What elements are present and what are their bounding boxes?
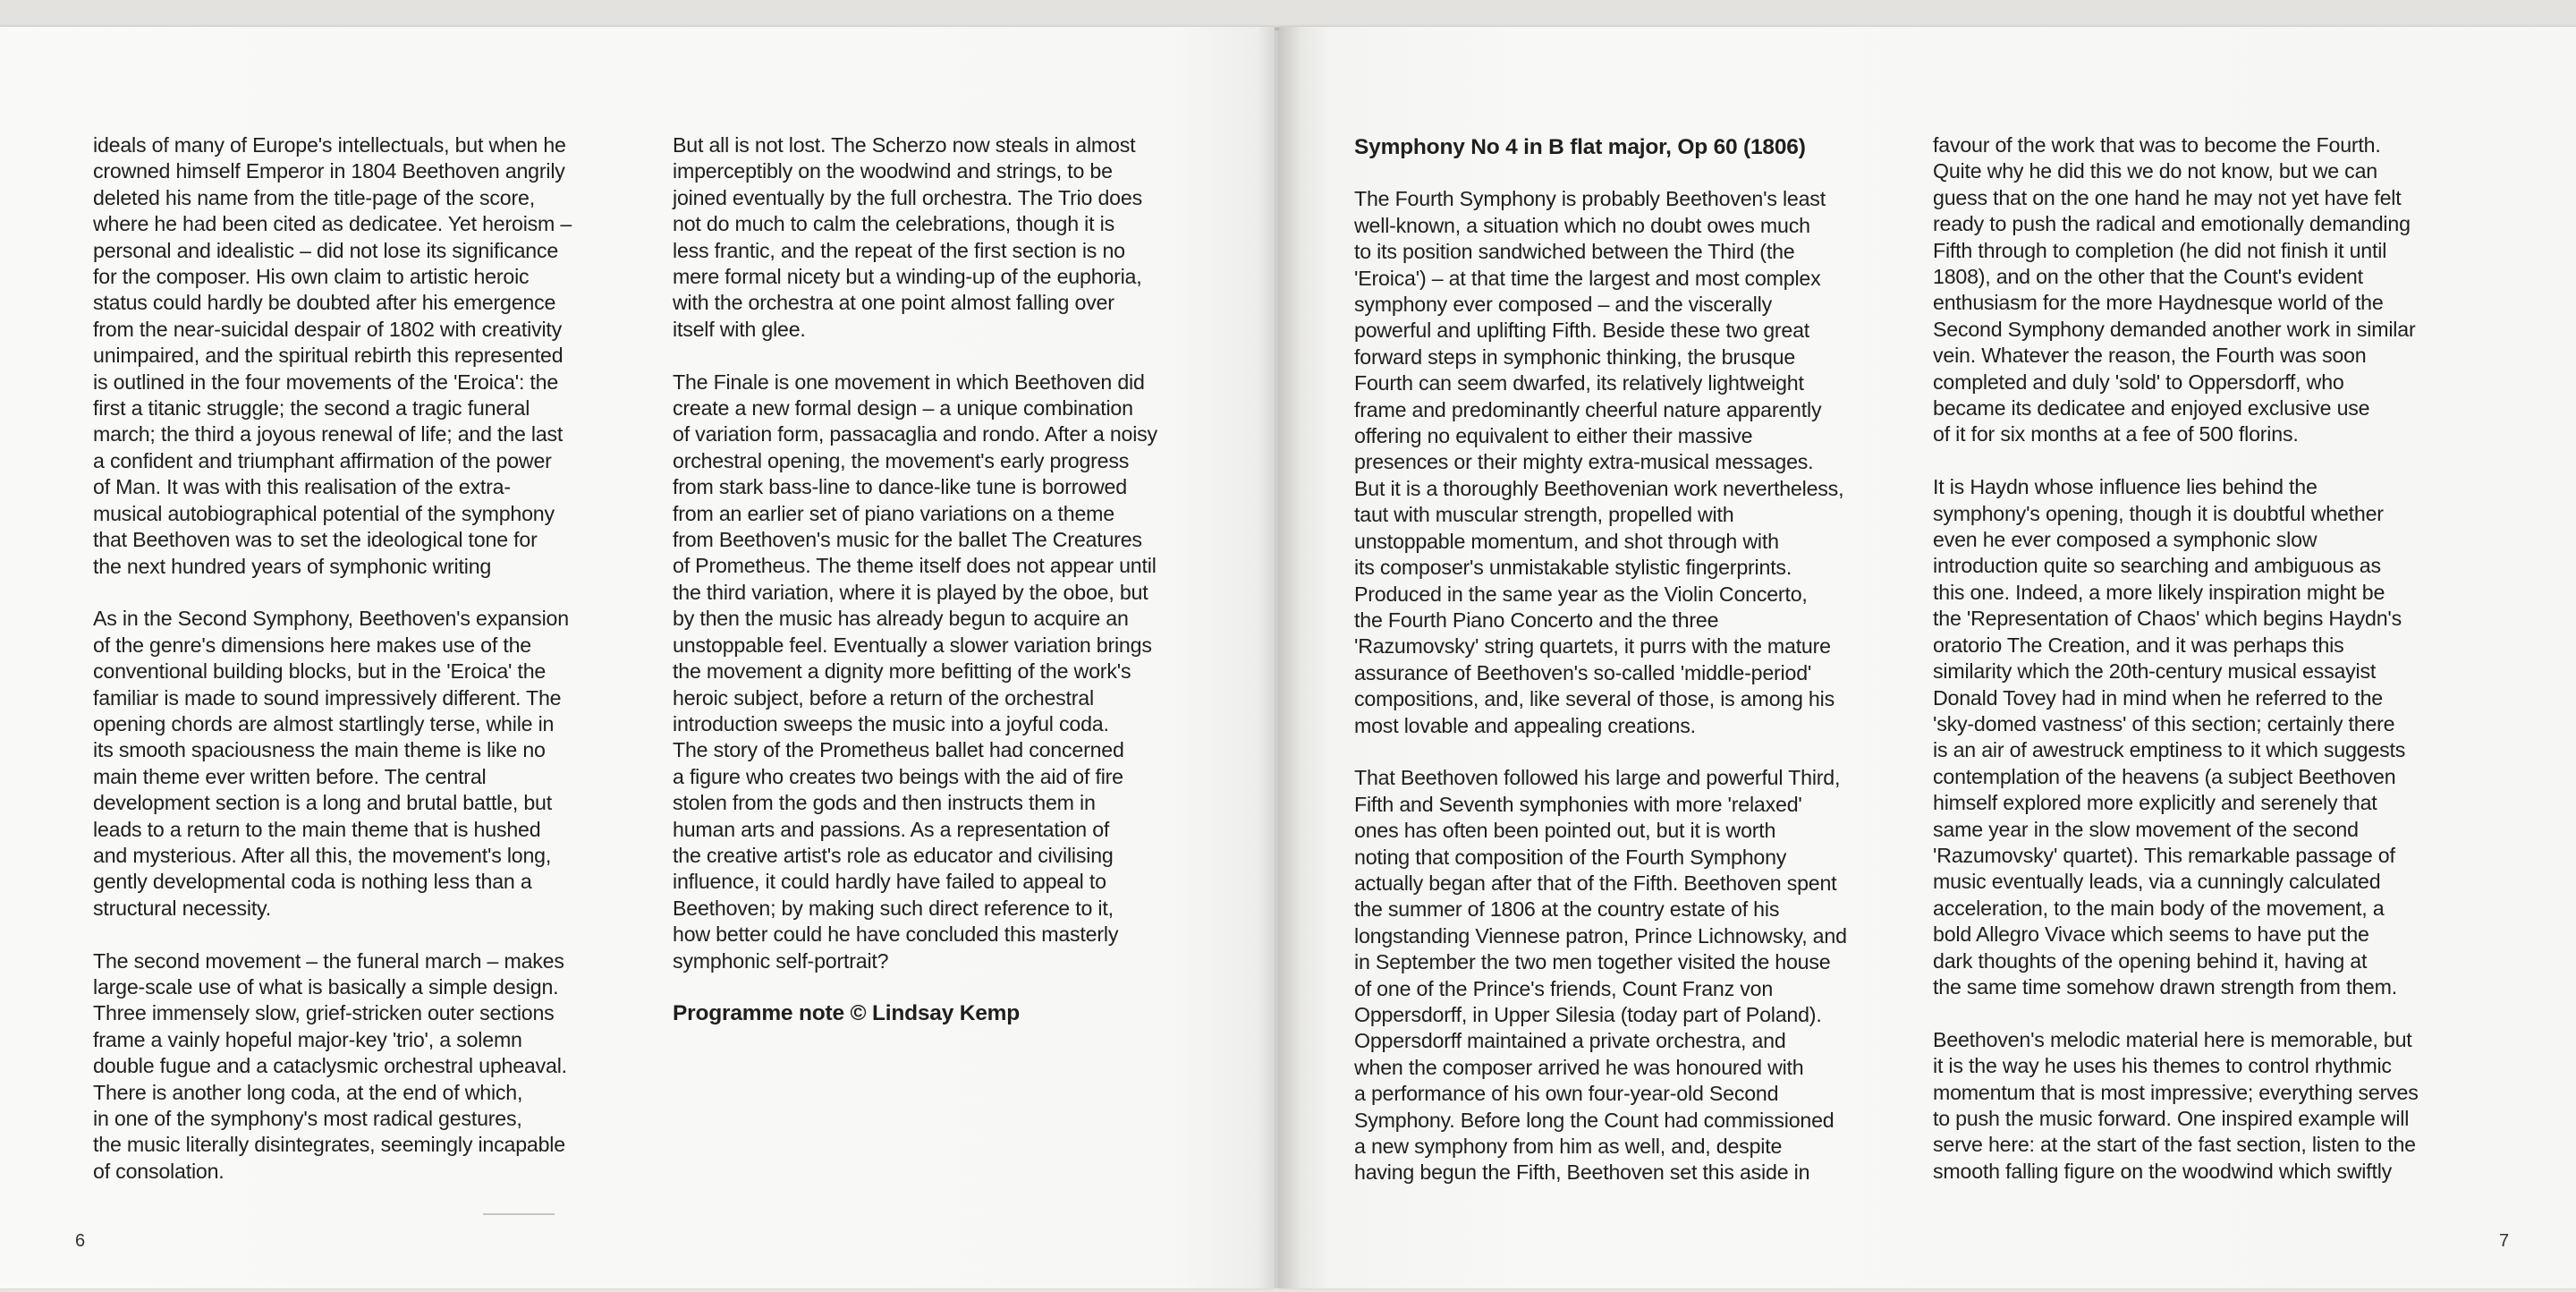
- right-column-1: [1354, 132, 1900, 1212]
- scan-top-edge: [0, 0, 2576, 30]
- page-gutter: [1257, 27, 1301, 1288]
- paragraph: favour of the work that was to become the Fourth. Quite why he did this we do not know, but we can guess that on the one hand he may not yet have felt ready to push the radical and emotionally demanding Fifth through to completion (he did not finish it until 1808), and on the other that the Count's evident enthusiasm for the more Haydnesque world of the Second Symphony demanded another work in similar vein. Whatever the reason, the Fourth was soon completed and duly 'sold' to Oppersdorff, who became its dedicatee and enjoyed exclusive use of it for six months at a fee of 500 florins.: [1933, 133, 2416, 446]
- paragraph: It is Haydn whose influence lies behind the symphony's opening, though it is doubtful whether even he ever composed a symphonic slow introduction quite so searching and ambiguous as this one. Indeed, a more likely inspiration might be the 'Representation of Chaos' which begins Haydn's oratorio The Creation, and it was perhaps this similarity which the 20th-century musical essayist Donald Tovey had in mind when he referred to the 'sky-domed vastness' of this section; certainly there is an air of awestruck emptiness to it which suggests contemplation of the heavens (a subject Beethoven himself explored more explicitly and serenely that same year in the slow movement of the second 'Razumovsky' quartet). This remarkable passage of music eventually leads, via a cunningly calculated acceleration, to the main body of the movement, a bold Allegro Vivace which seems to have put the dark thoughts of the opening behind it, having at the same time somehow drawn strength from them.: [1933, 475, 2406, 999]
- paragraph: The Finale is one movement in which Beethoven did create a new formal design – a unique combination of variation form, passacaglia and rondo. After a noisy orchestral opening, the movement's early progress from stark bass-line to dance-like tune is borrowed from an earlier set of piano variations on a theme from Beethoven's music for the ballet The Creatures of Prometheus. The theme itself does not appear until the third variation, where it is played by the oboe, but by then the music has already begun to acquire an unstoppable feel. Eventually a slower variation brings the movement a dignity more befitting of the work's heroic subject, before a return of the orchestral introduction sweeps the music into a joyful coda. The story of the Prometheus ballet had concerned a figure who creates two beings with the aid of fire stolen from the gods and then instructs them in human arts and passions. As a representation of the creative artist's role as educator and civilising influence, it could hardly have failed to appeal to Beethoven; by making such direct reference to it, how better could he have concluded this masterly symphonic self-portrait?: [673, 370, 1157, 973]
- paragraph: As in the Second Symphony, Beethoven's expansion of the genre's dimensions here makes use of the conventional building blocks, but in the 'Eroica' the familiar is made to sound impressively different. The opening chords are almost startlingly terse, while in its smooth spaciousness the main theme is like no main theme ever written before. The central development section is a long and brutal battle, but leads to a return to the main theme that is hushed and mysterious. After all this, the movement's long, gently developmental coda is nothing less than a structural necessity.: [93, 607, 569, 920]
- paragraph: The Fourth Symphony is probably Beethoven's least well-known, a situation which no doubt owes much to its position sandwiched between the Third (the 'Eroica') – at that time the largest and most complex symphony ever composed – and the viscerally powerful and uplifting Fifth. Beside these two great forward steps in symphonic thinking, the brusque Fourth can seem dwarfed, its relatively lightweight frame and predominantly cheerful nature apparently offering no equivalent to either their massive presences or their mighty extra-musical messages. But it is a thoroughly Beethovenian work nevertheless, taut with muscular strength, propelled with unstoppable momentum, and shot through with its composer's unmistakable stylistic fingerprints. Produced in the same year as the Violin Concerto, the Fourth Piano Concerto and the three 'Razumovsky' string quartets, it purrs with the mature assurance of Beethoven's so-called 'middle-period' compositions, and, like several of those, is among his most lovable and appealing creations.: [1354, 187, 1844, 737]
- paragraph: ideals of many of Europe's intellectuals, but when he crowned himself Emperor in 1804 Beethoven angrily deleted his name from the title-page of the score, where he had been cited as dedicatee. Yet heroism – personal and idealistic – did not lose its significance for the composer. His own claim to artistic heroic status could hardly be doubted after his emergence from the near-suicidal despair of 1802 with creativity unimpaired, and the spiritual rebirth this represented is outlined in the four movements of the 'Eroica': the first a titanic struggle; the second a tragic funeral march; the third a joyous renewal of life; and the last a confident and triumphant affirmation of the power of Man. It was with this realisation of the extra- musical autobiographical potential of the symphony that Beethoven was to set the ideological tone for the next hundred years of symphonic writing: [93, 133, 572, 578]
- section-heading: Symphony No 4 in B flat major, Op 60 (1806): [1354, 135, 1806, 159]
- page-number-left: 6: [75, 1231, 86, 1251]
- page-number-right: 7: [2499, 1231, 2510, 1251]
- left-column-1: [93, 132, 630, 1211]
- programme-note-credit: Programme note © Lindsay Kemp: [673, 1001, 1021, 1026]
- paragraph: The second movement – the funeral march – makes large-scale use of what is basically a simple design. Three immensely slow, grief-stricken outer sections frame a vainly hopeful major-key 'trio', a solemn double fugue and a cataclysmic orchestral upheaval. There is another long coda, at the end of which, in one of the symphony's most radical gestures, the music literally disintegrates, seemingly incapable of consolation.: [93, 948, 567, 1183]
- paragraph: That Beethoven followed his large and powerful Third, Fifth and Seventh symphonies with more 'relaxed' ones has often been pointed out, but it is worth noting that composition of the Fourth Symphony actually began after that of the Fifth. Beethoven spent the summer of 1806 at the country estate of his longstanding Viennese patron, Prince Lichnowsky, and in September the two men together visited the house of one of the Prince's friends, Count Franz von Oppersdorff, in Upper Silesia (today part of Poland). Oppersdorff maintained a private orchestra, and when the composer arrived he was honoured with a performance of his own four-year-old Second Symphony. Before long the Count had commissioned a new symphony from him as well, and, despite having begun the Fifth, Beethoven set this aside in: [1354, 766, 1847, 1185]
- left-column-2: [673, 132, 1209, 1053]
- paragraph: Beethoven's melodic material here is memorable, but it is the way he uses his themes to control rhythmic momentum that is most impressive; everything serves to push the music forward. One inspired example will serve here: at the start of the fast section, listen to the smooth falling figure on the woodwind which swiftly: [1933, 1027, 2419, 1183]
- paragraph: But all is not lost. The Scherzo now steals in almost imperceptibly on the woodwind and strings, to be joined eventually by the full orchestra. The Trio does not do much to calm the celebrations, though it is less frantic, and the repeat of the first section is no mere formal nicety but a winding-up of the euphoria, with the orchestra at one point almost falling over itself with glee.: [673, 133, 1142, 341]
- scan-mark: [483, 1213, 555, 1215]
- right-column-2: [1933, 132, 2479, 1211]
